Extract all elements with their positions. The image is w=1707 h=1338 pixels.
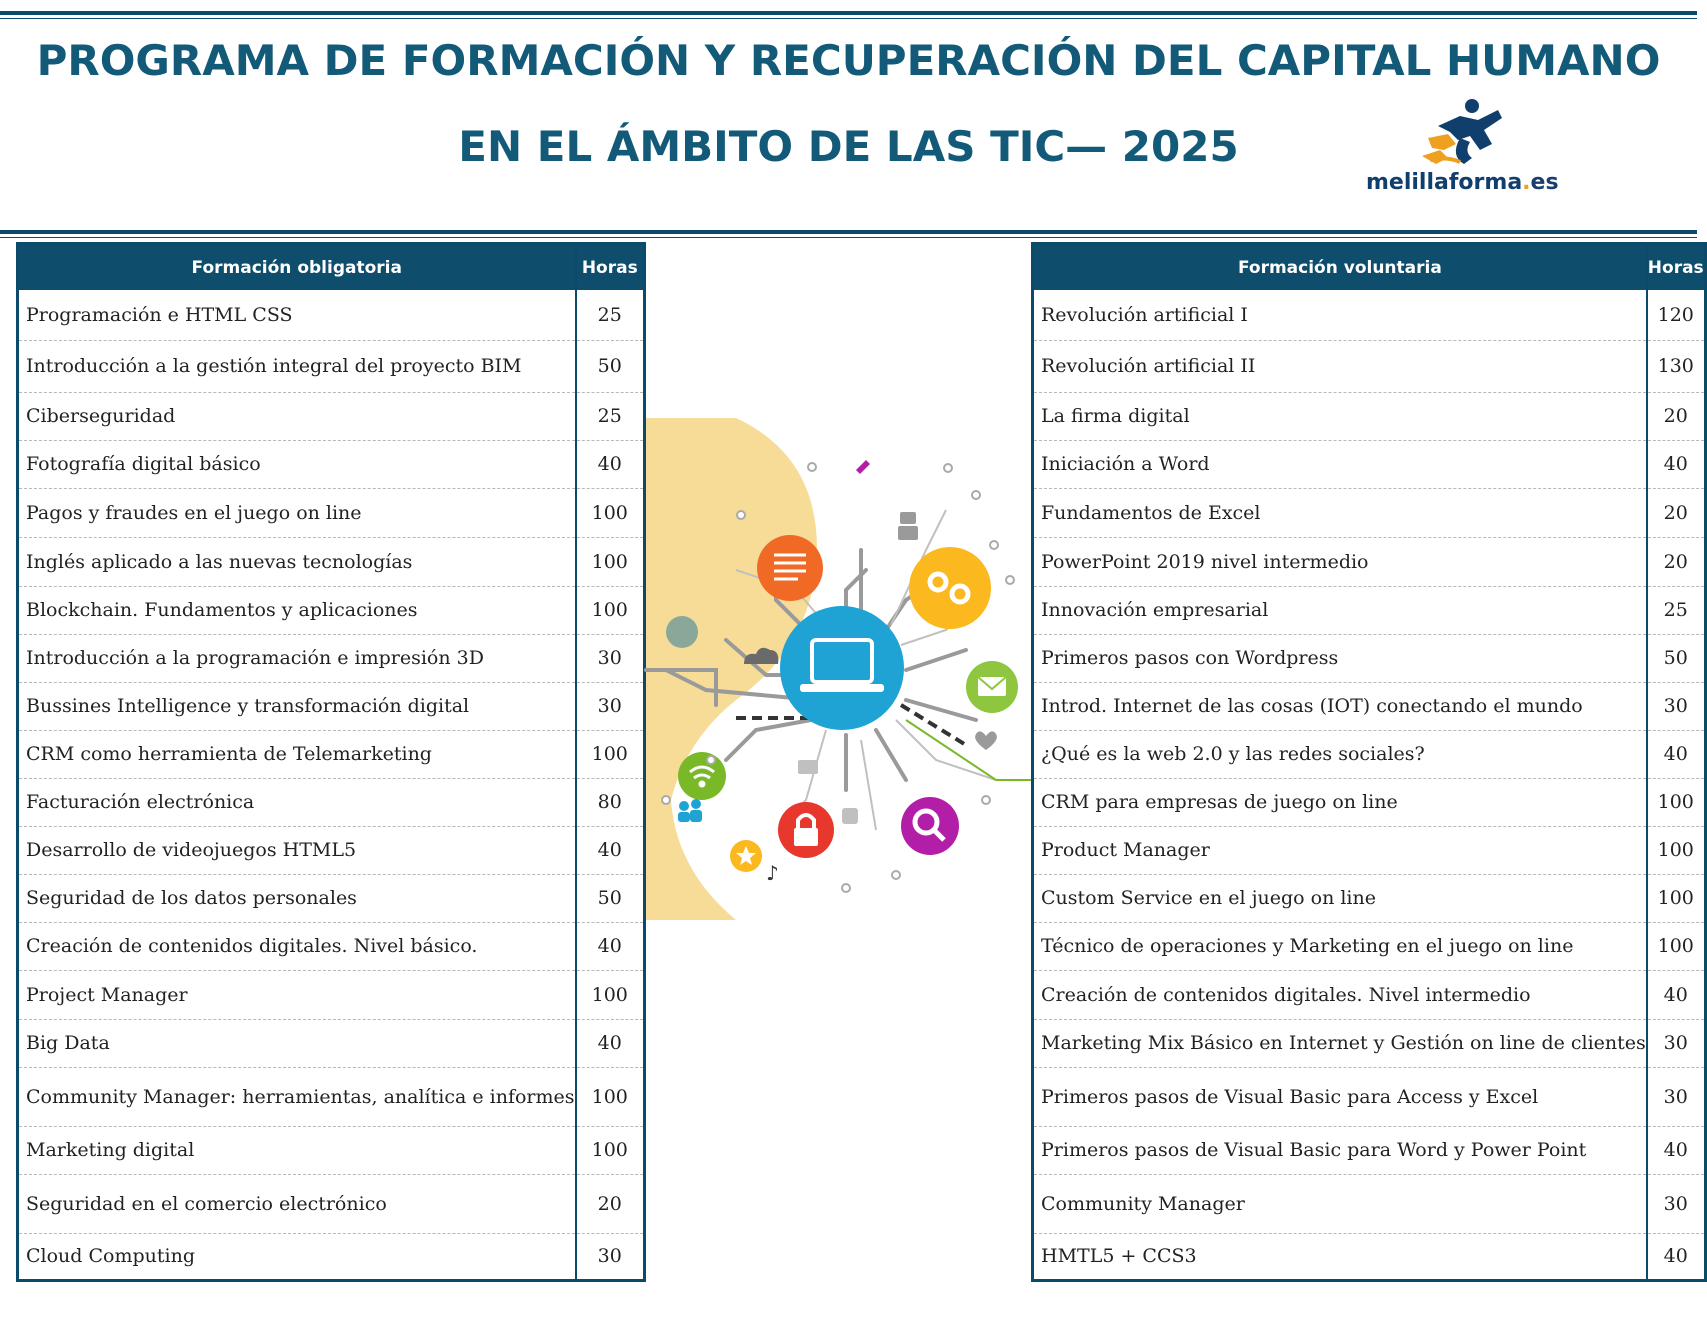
like-icon <box>842 808 858 824</box>
course-hours-cell: 100 <box>576 586 645 634</box>
course-name-cell: Community Manager <box>1033 1174 1647 1233</box>
course-name-cell: Big Data <box>18 1019 576 1067</box>
table-row <box>18 730 645 778</box>
course-hours-cell: 100 <box>576 537 645 586</box>
course-name-cell: Custom Service en el juego on line <box>1033 874 1647 922</box>
course-name-cell: Desarrollo de videojuegos HTML5 <box>18 826 576 874</box>
course-hours-cell: 40 <box>576 1019 645 1067</box>
page-title-line2: EN EL ÁMBITO DE LAS TIC— 2025 <box>458 122 1239 171</box>
course-name-cell: Revolución artificial II <box>1033 340 1647 392</box>
logo-dot: . <box>1522 170 1531 195</box>
course-name-cell: Community Manager: herramientas, analítica e informes <box>18 1067 576 1126</box>
course-name-cell: PowerPoint 2019 nivel intermedio <box>1033 537 1647 586</box>
course-name-cell: Marketing digital <box>18 1126 576 1174</box>
table-row <box>1033 778 1706 826</box>
course-hours-cell: 100 <box>576 970 645 1019</box>
course-hours-cell: 40 <box>1647 1233 1705 1280</box>
course-hours-cell: 100 <box>576 730 645 778</box>
table-row <box>18 1067 645 1126</box>
technology-illustration <box>646 400 1031 940</box>
table-row <box>1033 290 1706 340</box>
course-name-cell: Ciberseguridad <box>18 392 576 440</box>
course-name-cell: Introducción a la gestión integral del proyecto BIM <box>18 340 576 392</box>
table-row <box>1033 1067 1706 1126</box>
music-icon: ♪ <box>766 861 779 885</box>
laptop-circle <box>780 606 904 730</box>
course-hours-cell: 40 <box>1647 970 1705 1019</box>
table-row <box>1033 826 1706 874</box>
course-name-cell: Fundamentos de Excel <box>1033 488 1647 537</box>
course-hours-cell: 40 <box>1647 1126 1705 1174</box>
table-row <box>18 1233 645 1280</box>
course-name-cell: ¿Qué es la web 2.0 y las redes sociales? <box>1033 730 1647 778</box>
course-name-cell: Creación de contenidos digitales. Nivel básico. <box>18 922 576 970</box>
course-name-cell: Marketing Mix Básico en Internet y Gestión on line de clientes <box>1033 1019 1647 1067</box>
course-name-cell: HMTL5 + CCS3 <box>1041 1245 1197 1267</box>
table-row <box>1033 1233 1706 1280</box>
table-row <box>1033 970 1706 1019</box>
course-hours-cell: 50 <box>576 874 645 922</box>
column-header-course: Formación obligatoria <box>18 244 576 291</box>
column-header-course: Formación voluntaria <box>1033 244 1647 291</box>
table-row <box>1033 537 1706 586</box>
course-hours-cell: 30 <box>1647 1174 1705 1233</box>
table-header-row <box>18 244 645 291</box>
course-hours-cell: 100 <box>1647 778 1705 826</box>
course-name-cell: Primeros pasos con Wordpress <box>1033 634 1647 682</box>
table-header-row <box>1033 244 1706 291</box>
course-hours-cell: 100 <box>576 1126 645 1174</box>
rocket-icon <box>856 460 870 474</box>
table-row <box>18 970 645 1019</box>
course-hours-cell: 100 <box>1647 826 1705 874</box>
course-hours-cell: 30 <box>1647 1019 1705 1067</box>
table-row <box>1033 392 1706 440</box>
header-bottom-rule <box>0 230 1697 234</box>
table-row <box>1033 440 1706 488</box>
table-row <box>1033 1019 1706 1067</box>
course-hours-cell: 30 <box>576 1233 645 1280</box>
course-hours-cell: 40 <box>576 440 645 488</box>
logo-text <box>1366 170 1559 195</box>
course-name-cell: Iniciación a Word <box>1033 440 1647 488</box>
table-row <box>1033 488 1706 537</box>
table-row <box>18 922 645 970</box>
course-hours-cell: 30 <box>576 634 645 682</box>
course-hours-cell: 30 <box>576 682 645 730</box>
course-name-cell: Product Manager <box>1033 826 1647 874</box>
course-hours-cell: 25 <box>576 290 645 340</box>
table-row <box>18 874 645 922</box>
table-row <box>1033 340 1706 392</box>
table-row <box>1033 586 1706 634</box>
course-hours-cell: 80 <box>576 778 645 826</box>
course-name-cell: Revolución artificial I <box>1033 290 1647 340</box>
rocket-circle <box>666 616 698 648</box>
document-circle <box>757 535 823 601</box>
table-row <box>18 634 645 682</box>
course-name-cell: Facturación electrónica <box>18 778 576 826</box>
gears-circle <box>909 547 991 629</box>
course-name-cell: CRM para empresas de juego on line <box>1033 778 1647 826</box>
course-name-cell: Seguridad de los datos personales <box>18 874 576 922</box>
course-name-cell: Seguridad en el comercio electrónico <box>18 1174 576 1233</box>
table-row <box>1033 730 1706 778</box>
course-hours-cell: 100 <box>576 1067 645 1126</box>
table-row <box>18 488 645 537</box>
course-name-cell: Cloud Computing <box>26 1245 195 1267</box>
logo-name: melillaforma <box>1366 170 1523 195</box>
course-name-cell: Primeros pasos de Visual Basic para Word y Power Point <box>1033 1126 1647 1174</box>
course-name-cell: Pagos y fraudes en el juego on line <box>18 488 576 537</box>
course-hours-cell: 40 <box>1647 440 1705 488</box>
course-name-cell: Bussines Intelligence y transformación digital <box>18 682 576 730</box>
course-hours-cell: 40 <box>576 826 645 874</box>
page-title-line1: PROGRAMA DE FORMACIÓN Y RECUPERACIÓN DEL CAPITAL HUMANO <box>36 36 1661 85</box>
mandatory-training-table <box>16 242 646 1282</box>
table-row <box>18 826 645 874</box>
course-hours-cell: 100 <box>576 488 645 537</box>
course-hours-cell: 40 <box>1647 730 1705 778</box>
course-name-cell: Programación e HTML CSS <box>18 290 576 340</box>
course-hours-cell: 30 <box>1647 682 1705 730</box>
camera-icon <box>798 760 818 774</box>
course-name-cell: Innovación empresarial <box>1033 586 1647 634</box>
course-hours-cell: 100 <box>1647 922 1705 970</box>
course-name-cell: Fotografía digital básico <box>18 440 576 488</box>
course-name-cell: Inglés aplicado a las nuevas tecnologías <box>18 537 576 586</box>
heart-icon <box>975 731 997 750</box>
course-name-cell: La firma digital <box>1033 392 1647 440</box>
mail-icon <box>978 677 1006 696</box>
course-name-cell: Técnico de operaciones y Marketing en el juego on line <box>1033 922 1647 970</box>
course-hours-cell: 130 <box>1647 340 1705 392</box>
search-circle <box>901 797 959 855</box>
course-hours-cell: 20 <box>576 1174 645 1233</box>
voluntary-training-table <box>1031 242 1707 1282</box>
logo-tld: es <box>1530 170 1559 195</box>
course-hours-cell: 40 <box>576 922 645 970</box>
table-row <box>1033 634 1706 682</box>
header-bottom-rule-thin <box>0 237 1697 238</box>
table-row <box>18 1019 645 1067</box>
course-name-cell: CRM como herramienta de Telemarketing <box>18 730 576 778</box>
course-hours-cell: 50 <box>1647 634 1705 682</box>
table-row <box>1033 1174 1706 1233</box>
course-hours-cell: 20 <box>1647 392 1705 440</box>
table-row <box>18 1126 645 1174</box>
table-row <box>1033 874 1706 922</box>
table-row <box>18 1174 645 1233</box>
table-row <box>18 290 645 340</box>
table-row <box>1033 922 1706 970</box>
course-hours-cell: 25 <box>1647 586 1705 634</box>
column-header-hours: Horas <box>576 244 645 291</box>
table-row <box>18 586 645 634</box>
course-hours-cell: 25 <box>576 392 645 440</box>
course-hours-cell: 50 <box>576 340 645 392</box>
table-row <box>1033 1126 1706 1174</box>
table-row <box>1033 682 1706 730</box>
table-row <box>18 340 645 392</box>
table-row <box>18 537 645 586</box>
course-hours-cell: 100 <box>1647 874 1705 922</box>
course-name-cell: Introd. Internet de las cosas (IOT) conectando el mundo <box>1033 682 1647 730</box>
course-name-cell: Blockchain. Fundamentos y aplicaciones <box>18 586 576 634</box>
course-hours-cell: 20 <box>1647 488 1705 537</box>
robot-icon <box>898 512 918 540</box>
course-name-cell: Project Manager <box>18 970 576 1019</box>
users-icon <box>678 799 702 822</box>
column-header-hours: Horas <box>1647 244 1705 291</box>
course-name-cell: Creación de contenidos digitales. Nivel intermedio <box>1033 970 1647 1019</box>
course-hours-cell: 20 <box>1647 537 1705 586</box>
header-top-rule-thin <box>0 18 1697 19</box>
course-hours-cell: 30 <box>1647 1067 1705 1126</box>
header-top-rule <box>0 11 1697 15</box>
course-name-cell: Primeros pasos de Visual Basic para Access y Excel <box>1033 1067 1647 1126</box>
course-hours-cell: 120 <box>1647 290 1705 340</box>
table-row <box>18 682 645 730</box>
table-row <box>18 778 645 826</box>
course-name-cell: Introducción a la programación e impresión 3D <box>18 634 576 682</box>
table-row <box>18 440 645 488</box>
table-row <box>18 392 645 440</box>
